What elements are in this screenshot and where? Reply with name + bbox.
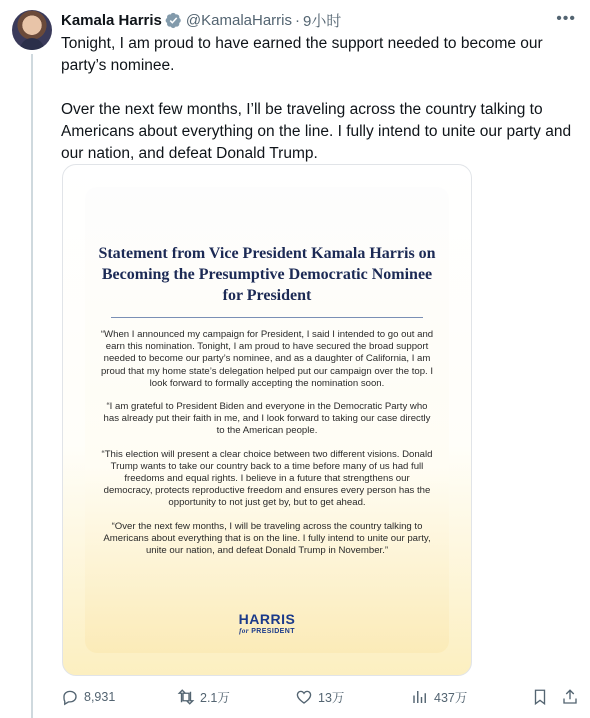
statement-title: Statement from Vice President Kamala Harris on Becoming the Presumptive Democratic Nominee for President (98, 245, 436, 304)
logo-president: PRESIDENT (251, 628, 295, 635)
tweet-header (61, 10, 341, 30)
reply-button[interactable] (61, 684, 115, 710)
harris-for-president-logo (85, 612, 449, 636)
repost-icon (177, 688, 195, 706)
share-button[interactable] (561, 684, 579, 710)
display-name[interactable]: Kamala Harris (61, 11, 162, 29)
statement-document (85, 187, 449, 653)
heart-icon (295, 688, 313, 706)
bookmark-button[interactable] (531, 684, 549, 710)
statement-paragraph: “This election will present a clear choice between two different visions. Donald Trump wants to take our country back to a time before many of us had full freedoms and equal rights. I believe in a future that strengthens our democracy, protects reproductive freedom and ensures every person has the opportunity to not just get by, but to get ahead. (101, 448, 433, 509)
reply-icon (61, 688, 79, 706)
tweet-text (61, 33, 576, 165)
like-count: 13万 (318, 691, 345, 705)
statement-image[interactable] (62, 164, 472, 676)
more-options-icon[interactable]: ••• (556, 10, 576, 27)
action-bar (61, 684, 581, 710)
logo-wordmark: HARRIS (238, 611, 296, 627)
repost-button[interactable] (177, 684, 230, 710)
thread-line (31, 54, 33, 718)
logo-subline (85, 627, 449, 636)
title-divider (111, 317, 423, 318)
views-count: 437万 (434, 691, 468, 705)
like-button[interactable] (295, 684, 344, 710)
statement-paragraph: “When I announced my campaign for President, I said I intended to go out and earn this nomination. Tonight, I am proud to have secured the broad support needed to become our party’s nominee, and as a daughter of California, I am proud that my home state’s delegation helped put our campaign over the top. I look forward to formally accepting the nomination soon. (100, 329, 434, 389)
avatar[interactable] (12, 10, 52, 50)
share-icon (561, 688, 579, 706)
logo-for: for (239, 627, 249, 635)
statement-body (99, 329, 435, 568)
statement-paragraph: “Over the next few months, I will be traveling across the country talking to Americans about everything that is on the line. I fully intend to unite our party, unite our nation, and defeat Donald Trump in November.” (103, 520, 431, 557)
views-chart-icon (411, 688, 429, 706)
tweet-text-paragraph: Over the next few months, I’ll be traveling across the country talking to Americans about everything on the line. I fully intend to unite our party and our nation, and defeat Donald Trump. (61, 101, 572, 162)
handle[interactable]: @KamalaHarris (185, 11, 292, 29)
bookmark-icon (531, 688, 549, 706)
tweet-text-paragraph: Tonight, I am proud to have earned the support needed to become our party’s nominee. (61, 35, 543, 74)
verified-badge-icon (165, 12, 182, 29)
statement-paragraph: “I am grateful to President Biden and everyone in the Democratic Party who has already put their faith in me, and I look forward to taking our case directly to the American people. (103, 401, 431, 437)
timestamp[interactable]: 9小时 (303, 12, 342, 30)
separator-dot: · (295, 11, 300, 29)
views-button[interactable] (411, 684, 467, 710)
repost-count: 2.1万 (200, 691, 230, 705)
reply-count: 8,931 (84, 690, 116, 704)
